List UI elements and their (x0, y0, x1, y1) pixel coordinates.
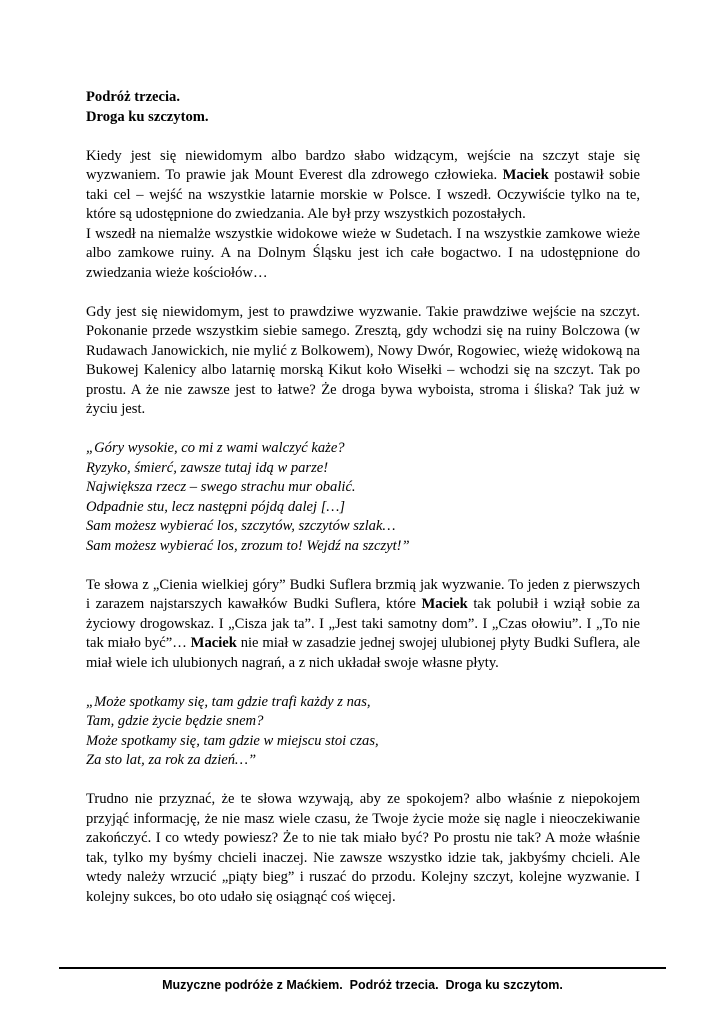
text-run: Trudno nie przyznać, że te słowa wzywają, aby ze spokojem? albo właśnie z niepokojem przyjąć informację, że nie masz wiele czasu, że Twoje życie może się nagle i nieoczekiwanie zakończyć. I co wtedy powiesz? Że to nie tak miało być? Po prostu nie tak? A może właśnie tak, tylko my byśmy chcieli inaczej. Nie zawsze wszystko idzie tak, jakbyśmy chcieli. Ale wtedy należy wrzucić „piąty bieg” i ruszać do przodu. Kolejny szczyt, kolejne wyzwanie. I kolejny sukces, bo oto udało się osiągnąć coś więcej. (86, 791, 640, 905)
paragraph (86, 303, 640, 420)
lyric-line: Tam, gdzie życie będzie snem? (86, 713, 264, 729)
bold-text-run: Maciek (421, 596, 468, 612)
lyric-line: Sam możesz wybierać los, zrozum to! Wejdź na szczyt!” (86, 537, 410, 554)
text-run: Gdy jest się niewidomym, jest to prawdziwe wyzwanie. Takie prawdziwe wejście na szczyt. Pokonanie przede wszystkim siebie samego. Zresztą, gdy wchodzi się na ruiny Bolczowa (w Rudawach Janowickich, nie mylić z Bolkowem), Nowy Dwór, Rogowiec, wieżę widokową na Bukowej Kalenicy albo latarnię morską Kikut koło Wisełki – wchodzi się na szczyt. Tak po prostu. A że nie zawsze jest to łatwe? Że droga bywa wyboista, stroma i śliska? Tak już w życiu jest. (86, 303, 640, 417)
title-line: Podróż trzecia. (86, 89, 180, 105)
footer-text: Muzyczne podróże z Maćkiem. Podróż trzecia. Droga ku szczytom. (162, 978, 563, 992)
lyric-line: „Góry wysokie, co mi z wami walczyć każe? (86, 440, 345, 456)
lyric-line: Za sto lat, za rok za dzień…” (86, 752, 257, 768)
paragraph (86, 225, 640, 284)
text-run: nie miał w zasadzie jednej swojej ulubionej płyty Budki Suflera, ale miał wiele ich ulubionych nagrań, a z nich układał swoje własne płyty. (86, 635, 640, 671)
paragraph (86, 147, 640, 225)
paragraph (86, 790, 640, 907)
paragraph (86, 576, 640, 674)
blank-line (86, 556, 640, 576)
footer-divider (59, 967, 666, 969)
lyric-line: Największa rzecz – swego strachu mur obalić. (86, 479, 356, 495)
blank-line (86, 673, 640, 693)
document-body (86, 88, 640, 907)
lyric-line: „Może spotkamy się, tam gdzie trafi każdy z nas, (86, 693, 371, 710)
text-run: I wszedł na niemalże wszystkie widokowe wieże w Sudetach. I na wszystkie zamkowe wieże albo zamkowe ruiny. A na Dolnym Śląsku jest ich całe bogactwo. I na udostępnione do zwiedzania wieże kościołów… (86, 225, 640, 281)
lyric-line: Odpadnie stu, lecz następni pójdą dalej […] (86, 498, 346, 515)
blank-line (86, 283, 640, 303)
title-line: Droga ku szczytom. (86, 108, 209, 125)
bold-text-run: Maciek (502, 167, 549, 183)
page-footer (59, 967, 666, 992)
text-run: postawił sobie taki cel – wejść na wszystkie latarnie morskie w Polsce. I wszedł. Oczywiście tylko na te, które są udostępnione do zwiedzania. Ale był przy wszystkich pozostałych. (86, 167, 640, 222)
text-run: Kiedy jest się niewidomym albo bardzo słabo widzącym, wejście na szczyt staje się wyzwaniem. To prawie jak Mount Everest dla zdrowego człowieka. (86, 147, 640, 183)
blank-line (86, 127, 640, 147)
blank-line (86, 771, 640, 791)
lyrics-quote (86, 693, 640, 771)
bold-text-run: Maciek (190, 635, 237, 651)
blank-line (86, 420, 640, 440)
lyric-line: Ryzyko, śmierć, zawsze tutaj idą w parze! (86, 459, 329, 476)
lyric-line: Może spotkamy się, tam gdzie w miejscu stoi czas, (86, 732, 379, 749)
document-title (86, 88, 640, 127)
lyric-line: Sam możesz wybierać los, szczytów, szczytów szlak… (86, 518, 396, 534)
text-run: Te słowa z „Cienia wielkiej góry” Budki Suflera brzmią jak wyzwanie. To jeden z pierwszych i zarazem najstarszych kawałków Budki Suflera, które (86, 576, 640, 612)
text-run: tak polubił i wziął sobie za życiowy drogowskaz. I „Cisza jak ta”. I „Jest taki samotny dom”. I „Czas ołowiu”. I „To nie tak miało być”… (86, 596, 640, 651)
lyrics-quote (86, 439, 640, 556)
